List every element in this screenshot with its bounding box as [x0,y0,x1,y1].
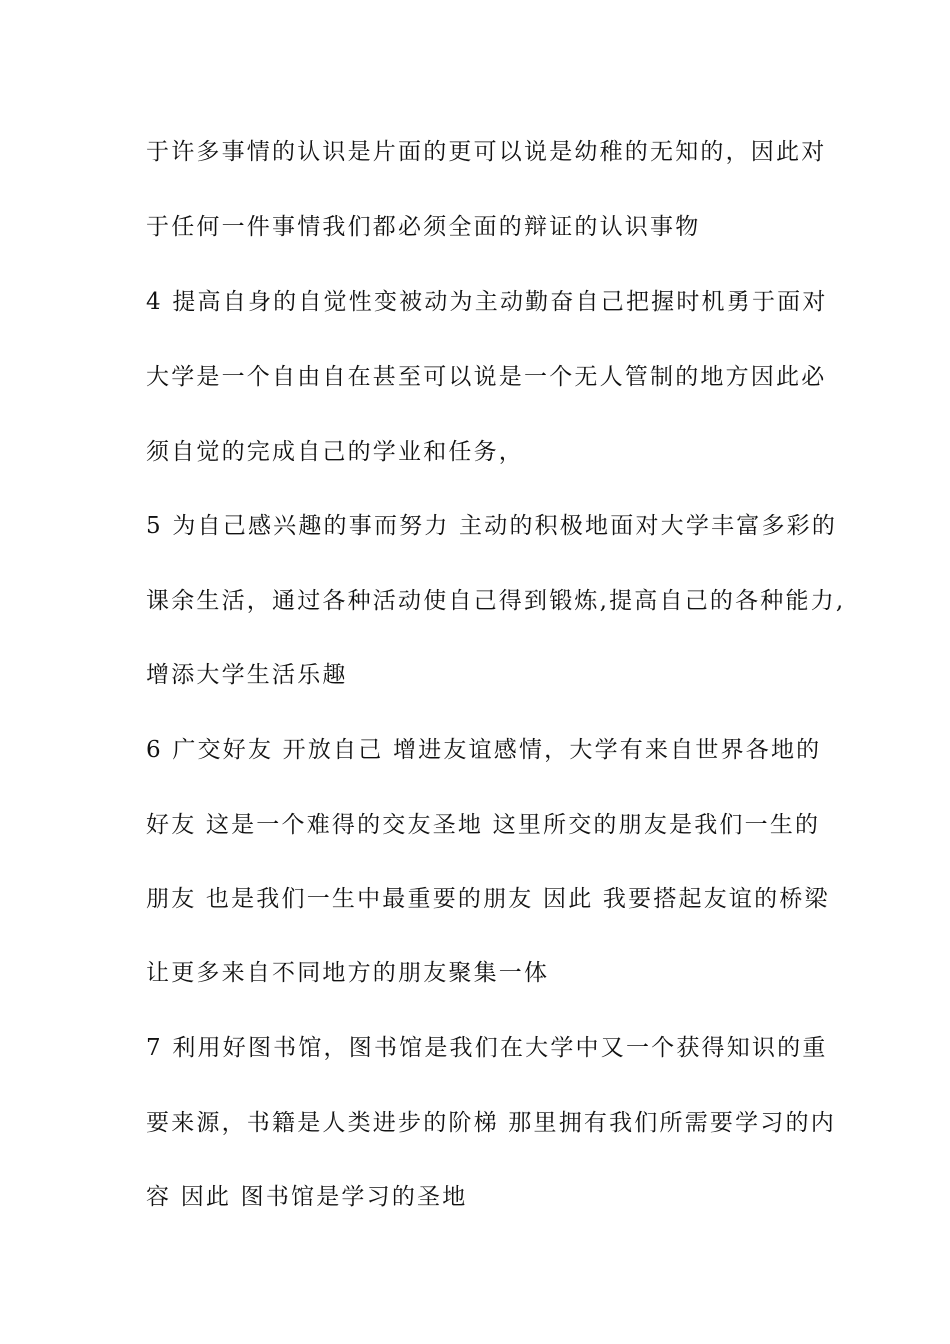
text-line: 大学是一个自由自在甚至可以说是一个无人管制的地方因此必 [146,364,827,390]
text-line: 6 广交好友 开放自己 增进友谊感情，大学有来自世界各地的 [146,737,822,763]
text-line: 4 提高自身的自觉性变被动为主动勤奋自己把握时机勇于面对 [146,289,828,315]
text-line: 让更多来自不同地方的朋友聚集一体 [146,960,550,986]
text-line: 容 因此 图书馆是学习的圣地 [146,1184,468,1210]
text-line: 课余生活，通过各种活动使自己得到锻炼,提高自己的各种能力, [146,588,846,614]
text-line: 朋友 也是我们一生中最重要的朋友 因此 我要搭起友谊的桥梁 [146,886,830,912]
text-line: 5 为自己感兴趣的事而努力 主动的积极地面对大学丰富多彩的 [146,513,838,539]
text-line: 要来源，书籍是人类进步的阶梯 那里拥有我们所需要学习的内 [146,1110,836,1136]
text-line: 增添大学生活乐趣 [146,662,348,688]
text-line: 于任何一件事情我们都必须全面的辩证的认识事物 [146,214,701,240]
text-line: 于许多事情的认识是片面的更可以说是幼稚的无知的，因此对 [146,139,827,165]
text-line: 7 利用好图书馆，图书馆是我们在大学中又一个获得知识的重 [146,1035,828,1061]
text-line: 好友 这是一个难得的交友圣地 这里所交的朋友是我们一生的 [146,812,821,838]
text-line: 须自觉的完成自己的学业和任务， [146,439,524,465]
